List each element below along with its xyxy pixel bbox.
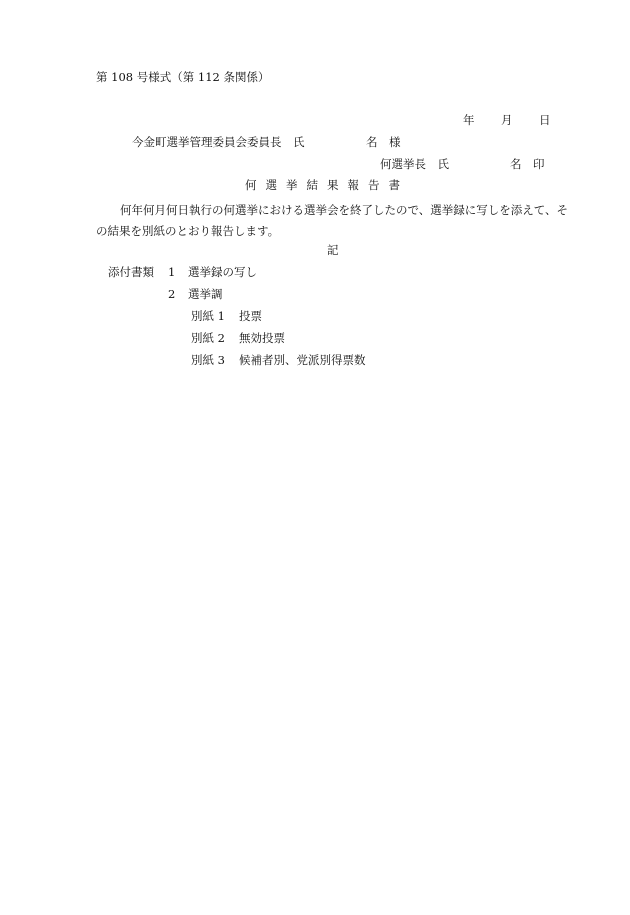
attachment-sub-item: [191, 353, 366, 367]
date-month-label: 月: [501, 113, 513, 127]
sub-item-text: 候補者別、党派別得票数: [239, 353, 366, 367]
sub-item-label: 別紙 3: [191, 353, 225, 367]
body-paragraph-text: 何年何月何日執行の何選挙における選挙会を終了したので、選挙録に写しを添えて、その結果を別紙のとおり報告します。: [96, 203, 569, 238]
date-day-label: 日: [539, 113, 551, 127]
form-number: 第 108 号様式（第 112 条関係）: [96, 70, 270, 84]
sender-title: 何選挙長 氏: [380, 157, 449, 171]
sender-line: [380, 157, 545, 171]
attachment-sub-item: [191, 331, 285, 345]
attachment-number: 2: [168, 287, 176, 301]
body-paragraph: [96, 200, 576, 242]
attachment-item: [168, 287, 223, 301]
addressee-title: 今金町選挙管理委員会委員長 氏: [132, 135, 305, 149]
title-char: 告: [368, 178, 380, 192]
attachment-number: 1: [168, 265, 176, 279]
attachments-label: 添付書類: [108, 265, 154, 279]
attachment-sub-item: [191, 309, 262, 323]
date-year-label: 年: [463, 113, 475, 127]
title-char: 果: [327, 178, 339, 192]
attachment-text: 選挙調: [188, 287, 223, 301]
title-char: 結: [306, 178, 318, 192]
addressee-name-suffix: 名 様: [366, 135, 401, 149]
sub-item-text: 投票: [239, 309, 262, 323]
sub-item-label: 別紙 2: [191, 331, 225, 345]
title-char: 選: [265, 178, 277, 192]
ki-heading: 記: [327, 243, 339, 257]
title-char: 報: [347, 178, 359, 192]
title-char: 書: [388, 178, 400, 192]
sub-item-text: 無効投票: [239, 331, 285, 345]
sender-name-suffix: 名 印: [510, 157, 545, 171]
title-char: 何: [245, 178, 257, 192]
attachment-text: 選挙録の写し: [188, 265, 257, 279]
date-line: [463, 113, 551, 127]
title-char: 挙: [286, 178, 298, 192]
document-title: [245, 178, 409, 192]
attachment-item: [168, 265, 257, 279]
addressee-line: [132, 135, 401, 149]
sub-item-label: 別紙 1: [191, 309, 225, 323]
